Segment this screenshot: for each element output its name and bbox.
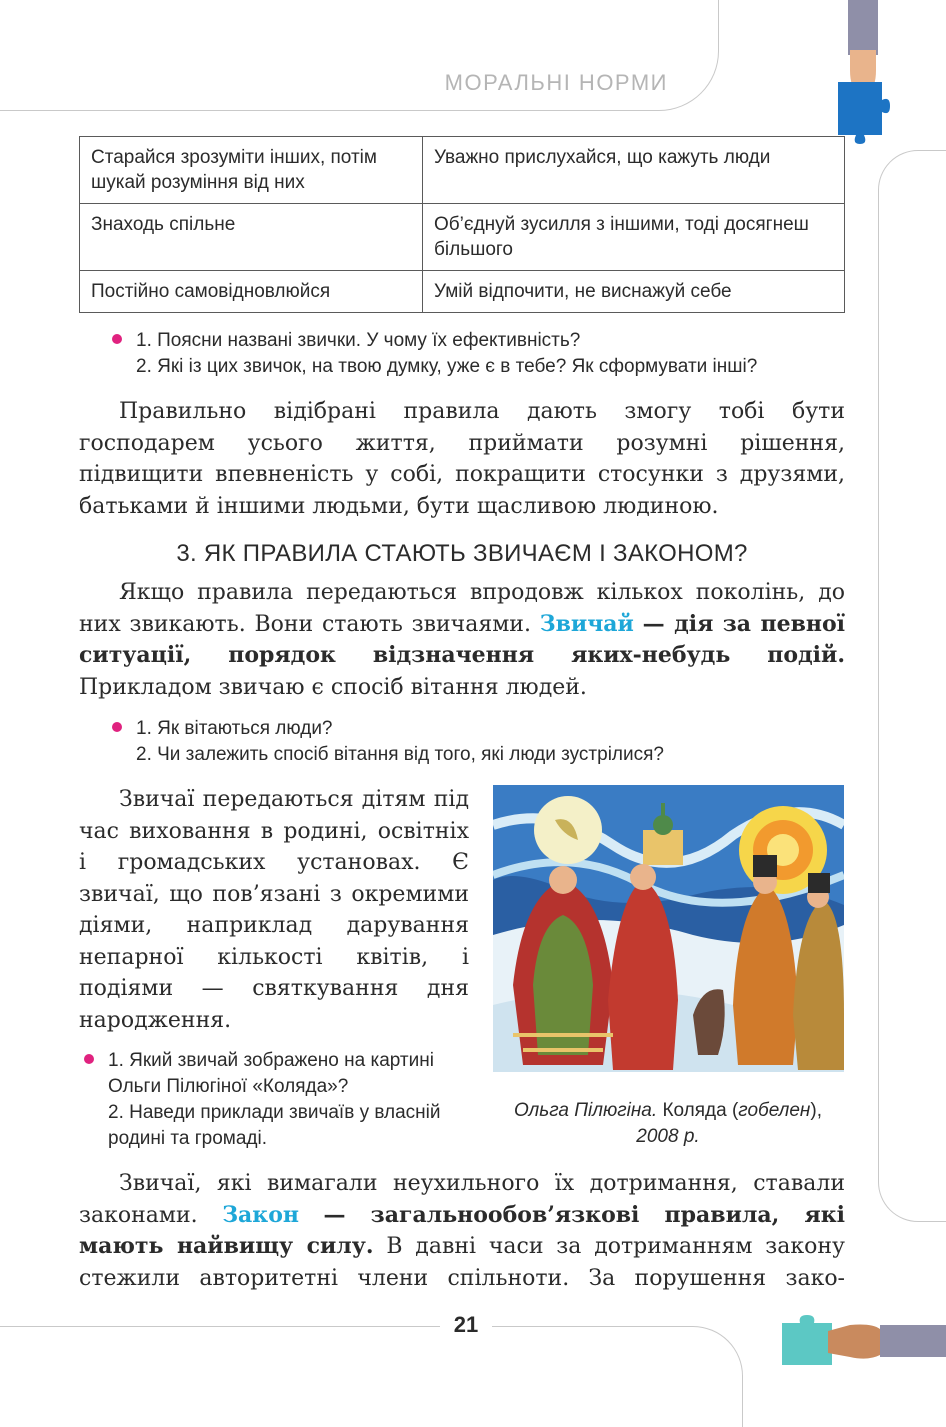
term-custom: Звичай (539, 610, 634, 637)
paragraph-customs-transmission: Звичаї передаються дітям під час виховання в родині, освітніх і громадських установах. Є звичаї, що пов’язані з окремими діями, наприклад дарування непарної кількості квітів, і подіями — святкування дня народження. (79, 787, 469, 1033)
para-text: Прикладом звичаю є спосіб вітання людей. (79, 674, 587, 700)
caption-author: Ольга Пілюгіна. (513, 1100, 658, 1121)
definition-custom: — дія за певної ситуації, порядок відзначення яких-небудь подій. (79, 610, 846, 668)
table-cell: Умій відпочити, не виснажуй себе (423, 271, 845, 313)
table-row (80, 204, 845, 271)
table-cell: Знаходь спільне (80, 204, 423, 271)
painting-caption (490, 1098, 846, 1150)
question-item: 2. Наведи приклади звичаїв у власній родині та громаді. (108, 1102, 441, 1149)
caption-title: Коляда ( (662, 1100, 739, 1121)
footer-frame (492, 1326, 743, 1427)
para-text: Якщо правила передаються впродовж кількох поколінь, до них звикають. Вони стають звичаями. (79, 580, 845, 637)
paragraph-custom-definition (79, 577, 845, 703)
paragraph-habits-summary: Правильно відібрані правила дають змогу тобі бути господарем усього життя, приймати розумні рішення, підвищити впевненість у собі, покращити стосунки з друзями, батьками й іншими людьми, бути щасливою людиною. (79, 399, 845, 519)
question-item: 2. Які із цих звичок, на твою думку, уже є в тебе? Як сформувати інші? (136, 356, 758, 377)
table-row (80, 271, 845, 313)
bullet-icon (112, 722, 122, 732)
hand-puzzle-top-icon (830, 0, 890, 145)
table-cell: Об’єднуй зусилля з іншими, тоді досягнеш більшого (423, 204, 845, 271)
question-item: 2. Чи залежить спосіб вітання від того, які люди зустрілися? (136, 744, 664, 765)
question-item: 1. Поясни названі звички. У чому їх ефективність? (136, 330, 581, 351)
habits-table (79, 136, 845, 313)
footer-rule (0, 1326, 440, 1327)
definition-law: — загальнообов’язкові правила, які мають найвищу силу. (79, 1201, 845, 1259)
paragraph-law-definition (79, 1168, 845, 1294)
page-number: 21 (453, 1312, 479, 1337)
table-row (80, 137, 845, 204)
bullet-icon (112, 334, 122, 344)
table-cell: Постійно самовідновлюйся (80, 271, 423, 313)
running-title: МОРАЛЬНІ НОРМИ (444, 70, 668, 95)
question-item: 1. Який звичай зображено на картині Ольги Пілюгіної «Коляда»? (108, 1050, 434, 1097)
hand-puzzle-bottom-icon (780, 1315, 946, 1370)
caption-medium: гобелен (738, 1100, 811, 1121)
para-text: Звичаї, які вимагали неухильного їх дотримання, ставали законами. (79, 1171, 845, 1228)
question-item: 1. Як вітаються люди? (136, 718, 333, 739)
caption-close: ), (810, 1100, 822, 1121)
para-text: В давні часи за дотриманням закону стежили авторитетні члени спільноти. За порушення зако- (79, 1234, 845, 1291)
koliada-painting-image (493, 785, 844, 1072)
term-law: Закон (222, 1201, 299, 1228)
bullet-icon (84, 1054, 94, 1064)
table-cell: Уважно прислухайся, що кажуть люди (423, 137, 845, 204)
table-cell: Старайся зрозуміти інших, потім шукай розуміння від них (80, 137, 423, 204)
caption-year: 2008 р. (636, 1126, 700, 1147)
section-heading: 3. ЯК ПРАВИЛА СТАЮТЬ ЗВИЧАЄМ І ЗАКОНОМ? (176, 540, 748, 567)
side-tab-frame (878, 150, 946, 1222)
